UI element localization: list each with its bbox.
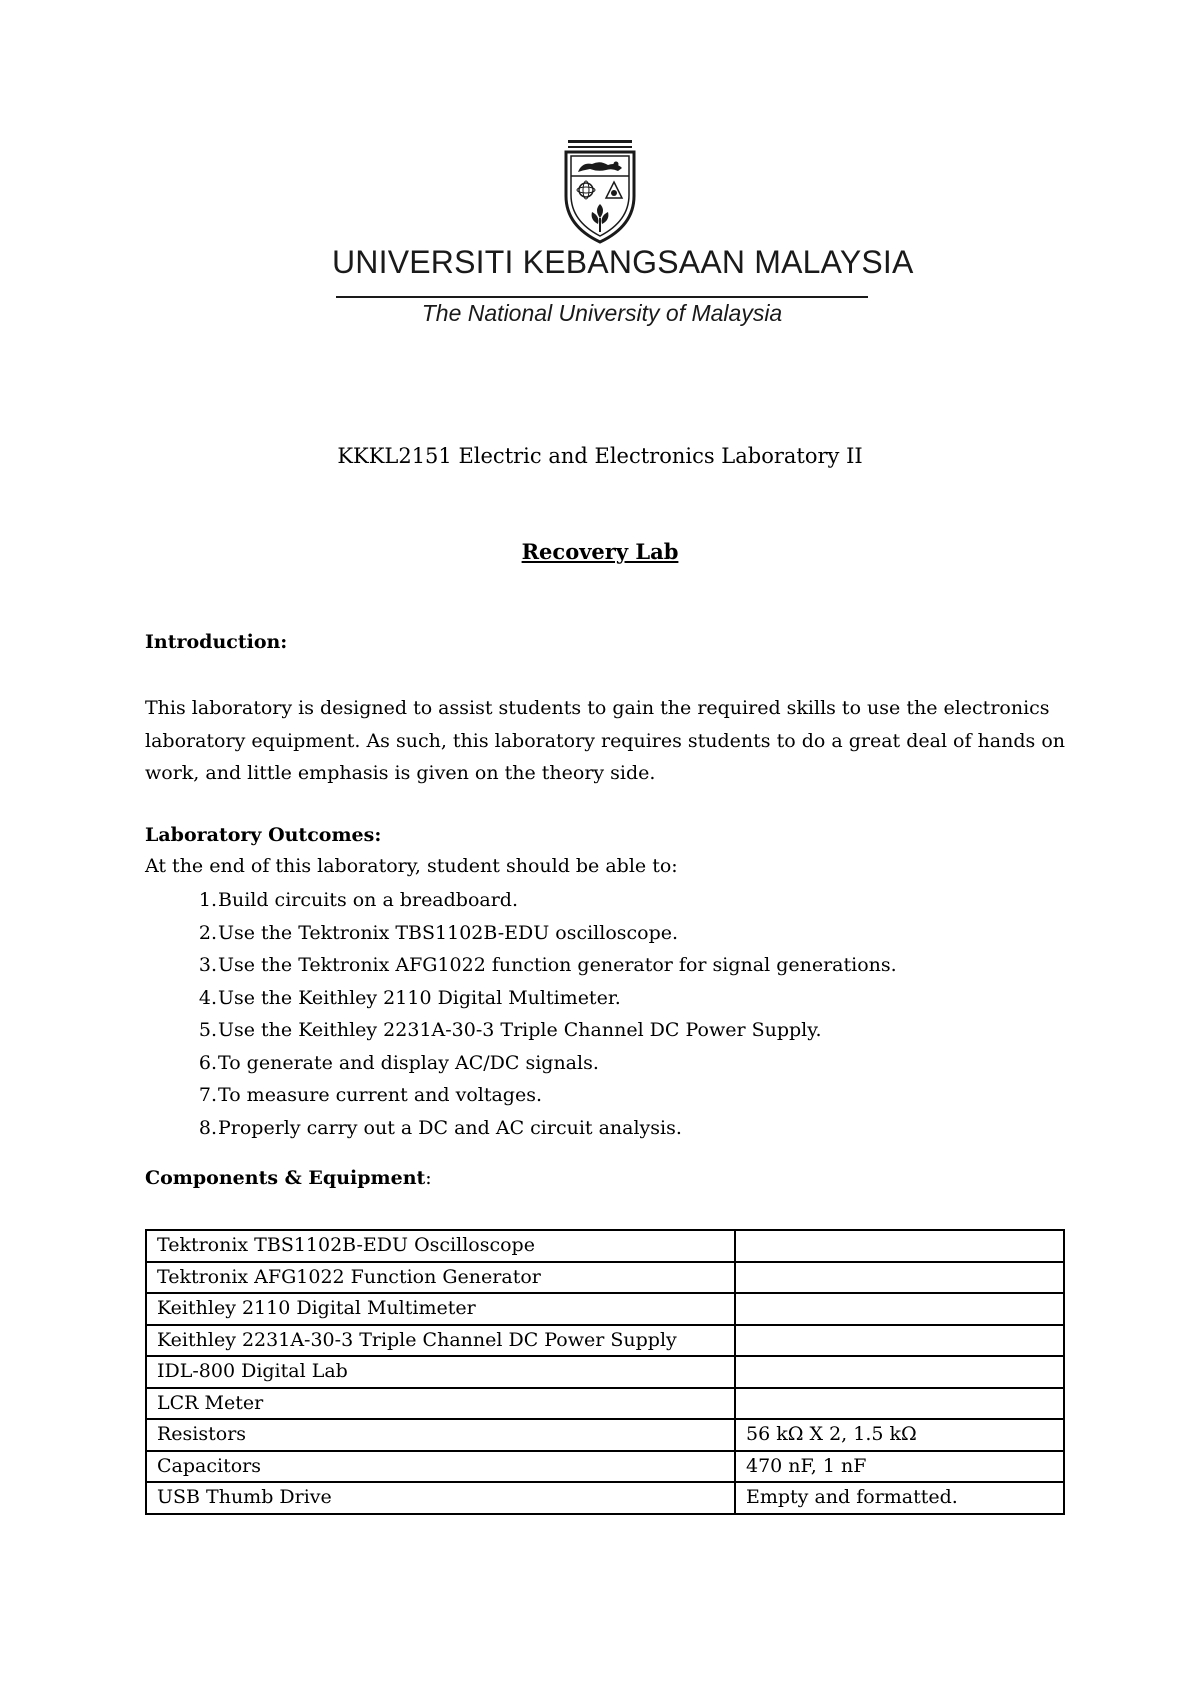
list-text: To generate and display AC/DC signals. [218,1051,599,1074]
equipment-detail: Empty and formatted. [735,1482,1064,1514]
list-item [145,917,679,950]
equipment-item: Keithley 2231A-30-3 Triple Channel DC Power Supply [146,1325,735,1357]
outcomes-heading: Laboratory Outcomes: [145,824,382,846]
equipment-item: IDL-800 Digital Lab [146,1356,735,1388]
equipment-item: Capacitors [146,1451,735,1483]
list-number: 2. [198,921,217,944]
components-heading [145,1164,432,1192]
list-item [145,884,519,917]
equipment-detail [735,1356,1064,1388]
paragraph-line: This laboratory is designed to assist students to gain the required skills to use the electronics [145,697,1050,719]
equipment-table [145,1229,1065,1515]
university-subtitle: The National University of Malaysia [421,300,783,326]
equipment-item: USB Thumb Drive [146,1482,735,1514]
table-row [146,1293,1064,1325]
paragraph-line: work, and little emphasis is given on the theory side. [145,762,656,784]
equipment-item: Keithley 2110 Digital Multimeter [146,1293,735,1325]
list-item [145,1079,542,1112]
course-title: KKKL2151 Electric and Electronics Laboratory II [337,444,863,468]
table-row [146,1230,1064,1262]
list-item [145,1112,682,1145]
introduction-heading: Introduction: [145,631,288,653]
list-text: Build circuits on a breadboard. [218,889,519,911]
list-number: 4. [198,986,217,1009]
list-number: 7. [198,1084,217,1106]
outcomes-list [145,884,897,1144]
list-text: Properly carry out a DC and AC circuit analysis. [218,1116,682,1139]
equipment-item: LCR Meter [146,1388,735,1420]
table-row [146,1451,1064,1483]
equipment-item: Resistors [146,1419,735,1451]
components-heading-text: Components & Equipment [145,1167,426,1189]
list-text: Use the Keithley 2110 Digital Multimeter. [218,986,621,1009]
university-name: UNIVERSITI KEBANGSAAN MALAYSIA [332,244,914,280]
list-text: To measure current and voltages. [218,1084,542,1106]
equipment-detail [735,1325,1064,1357]
list-item [145,1047,599,1080]
table-row [146,1419,1064,1451]
equipment-detail [735,1230,1064,1262]
lab-title: Recovery Lab [521,539,679,564]
components-heading-colon: : [425,1167,432,1189]
paragraph-line: laboratory equipment. As such, this laboratory requires students to do a great deal of hands on [145,729,1065,752]
list-item [145,1014,822,1047]
list-number: 3. [198,954,217,976]
university-logo [332,138,914,328]
equipment-detail: 470 nF, 1 nF [735,1451,1064,1483]
list-number: 1. [198,889,217,911]
list-text: Use the Keithley 2231A-30-3 Triple Channel DC Power Supply. [218,1019,822,1041]
equipment-detail: 56 kΩ X 2, 1.5 kΩ [735,1419,1064,1451]
list-item [145,949,897,982]
introduction-paragraph [145,692,1065,790]
table-row [146,1262,1064,1294]
table-row [146,1388,1064,1420]
equipment-detail [735,1262,1064,1294]
table-row [146,1356,1064,1388]
list-item [145,982,621,1015]
list-number: 6. [198,1051,217,1074]
equipment-detail [735,1388,1064,1420]
equipment-detail [735,1293,1064,1325]
table-row [146,1482,1064,1514]
list-number: 5. [198,1019,217,1041]
table-row [146,1325,1064,1357]
logo-divider [336,296,868,298]
list-text: Use the Tektronix TBS1102B-EDU oscilloscope. [218,921,679,944]
equipment-item: Tektronix TBS1102B-EDU Oscilloscope [146,1230,735,1262]
list-text: Use the Tektronix AFG1022 function generator for signal generations. [218,954,897,976]
equipment-item: Tektronix AFG1022 Function Generator [146,1262,735,1294]
outcomes-lead: At the end of this laboratory, student should be able to: [145,855,678,877]
list-number: 8. [198,1116,217,1139]
university-crest-icon [560,138,640,246]
